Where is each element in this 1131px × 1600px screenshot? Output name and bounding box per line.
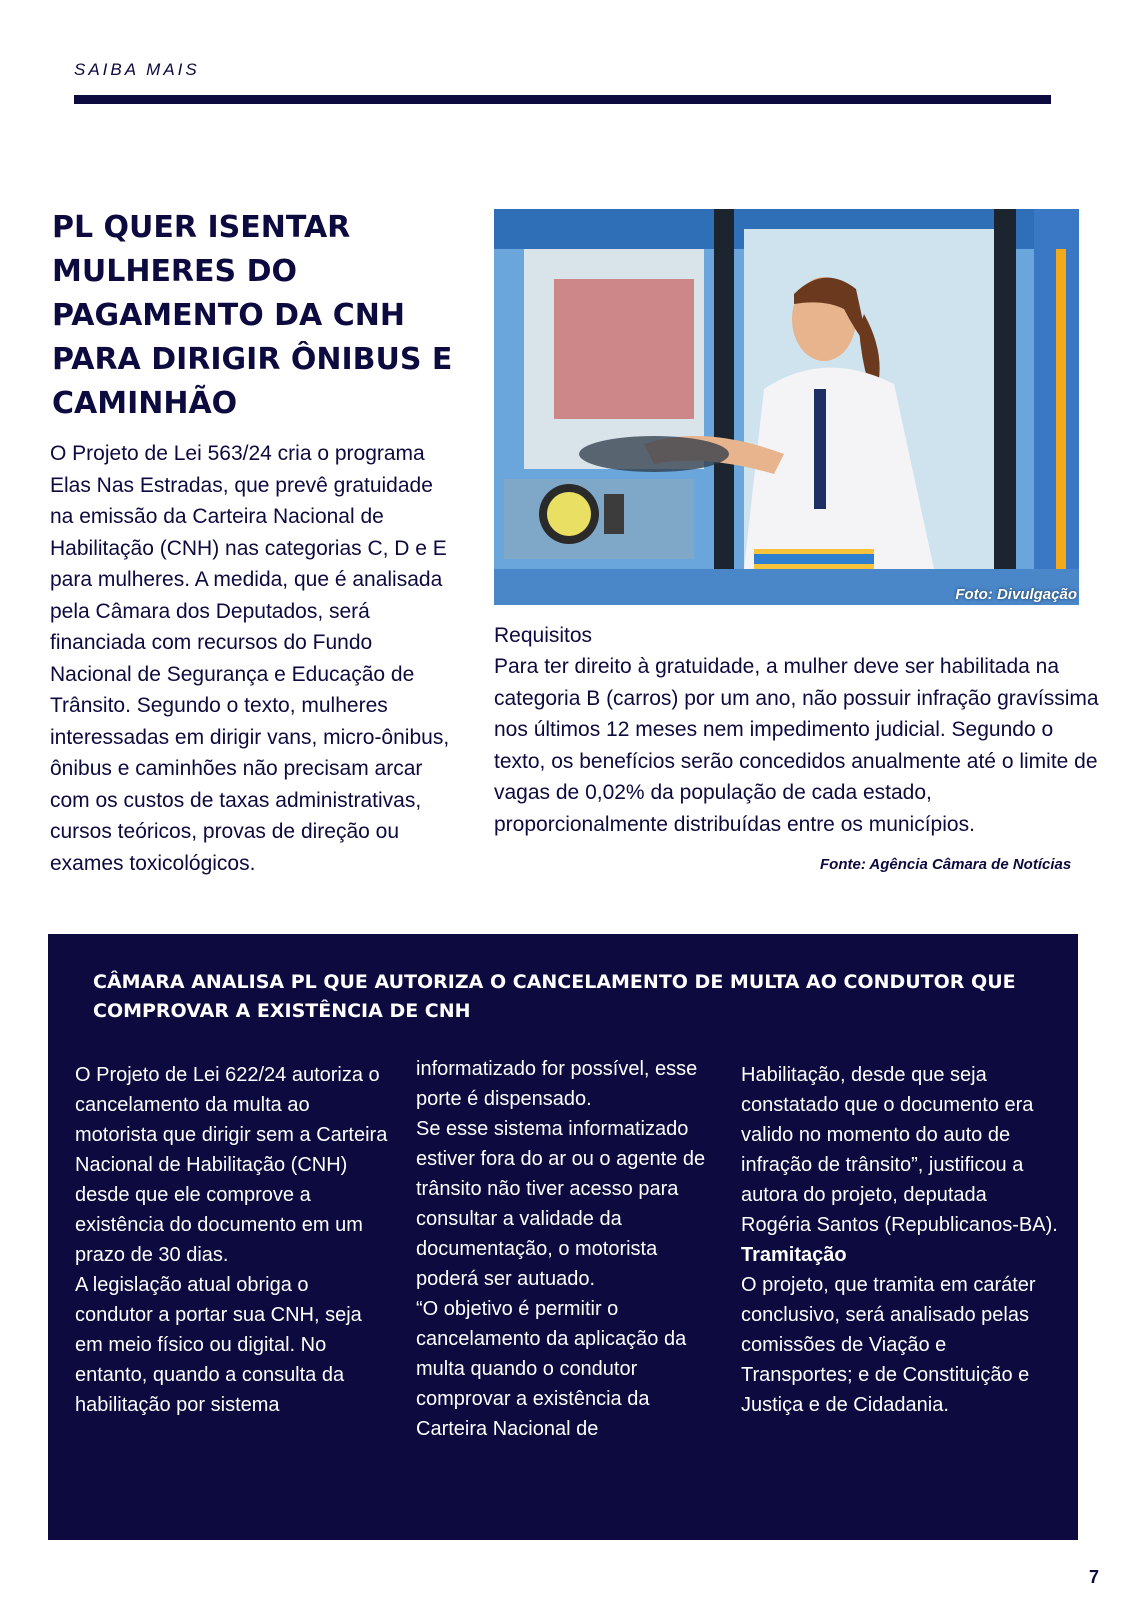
bus-driver-photo: [494, 209, 1079, 605]
panel-column-1: O Projeto de Lei 622/24 autoriza o cancelamento da multa ao motorista que dirigir sem a Carteira Nacional de Habilitação (CNH) desde que ele comprove a existência do documento em um prazo de 30 dias. A legislação atual obriga o condutor a portar sua CNH, seja em meio físico ou digital. No entanto, quando a consulta da habilitação por sistema: [75, 1064, 388, 1416]
source-credit: Fonte: Agência Câmara de Notícias: [820, 856, 1072, 873]
tramitacao-heading: Tramitação: [741, 1244, 847, 1266]
panel-title: CÂMARA ANALISA PL QUE AUTORIZA O CANCELAMENTO DE MULTA AO CONDUTOR QUE COMPROVAR A EXISTÊNCIA DE CNH: [93, 971, 1016, 1022]
panel-column-3: [741, 1060, 1061, 1420]
requirements-body: Para ter direito à gratuidade, a mulher deve ser habilitada na categoria B (carros) por um ano, não possuir infração gravíssima nos últimos 12 meses nem impedimento judicial. Segundo o texto, os benefícios serão concedidos anualmente até o limite de vagas de 0,02% da população de cada estado, proporcionalmente distribuídas entre os municípios.: [494, 655, 1099, 836]
article-title: PL QUER ISENTAR MULHERES DO PAGAMENTO DA CNH PARA DIRIGIR ÔNIBUS E CAMINHÃO: [52, 210, 453, 421]
news-panel: [48, 934, 1078, 1540]
panel-column-3-text: Habilitação, desde que seja constatado que o documento era valido no momento do auto de infração de trânsito”, justificou a autora do projeto, deputada Rogéria Santos (Republicanos-BA).: [741, 1064, 1058, 1236]
page-number: 7: [1089, 1567, 1100, 1587]
photo-credit: Foto: Divulgação: [955, 586, 1077, 603]
panel-column-3-text-2: O projeto, que tramita em caráter conclusivo, será analisado pelas comissões de Viação e Transportes; e de Constituição e Justiça e de Cidadania.: [741, 1274, 1036, 1416]
header-divider: [74, 95, 1051, 104]
section-label: SAIBA MAIS: [74, 60, 200, 79]
requirements-heading: Requisitos: [494, 624, 593, 647]
photo-illustration: [494, 209, 1079, 605]
article-body: O Projeto de Lei 563/24 cria o programa Elas Nas Estradas, que prevê gratuidade na emissão da Carteira Nacional de Habilitação (CNH) nas categorias C, D e E para mulheres. A medida, que é analisada pela Câmara dos Deputados, será financiada com recursos do Fundo Nacional de Segurança e Educação de Trânsito. Segundo o texto, mulheres interessadas em dirigir vans, micro-ônibus, ônibus e caminhões não precisam arcar com os custos de taxas administrativas, cursos teóricos, provas de direção ou exames toxicológicos.: [50, 442, 450, 875]
panel-column-2: informatizado for possível, esse porte é dispensado. Se esse sistema informatizado estiver fora do ar ou o agente de trânsito não tiver acesso para consultar a validade da documentação, o motorista poderá ser autuado. “O objetivo é permitir o cancelamento da aplicação da multa quando o condutor comprovar a existência da Carteira Nacional de: [416, 1058, 706, 1440]
